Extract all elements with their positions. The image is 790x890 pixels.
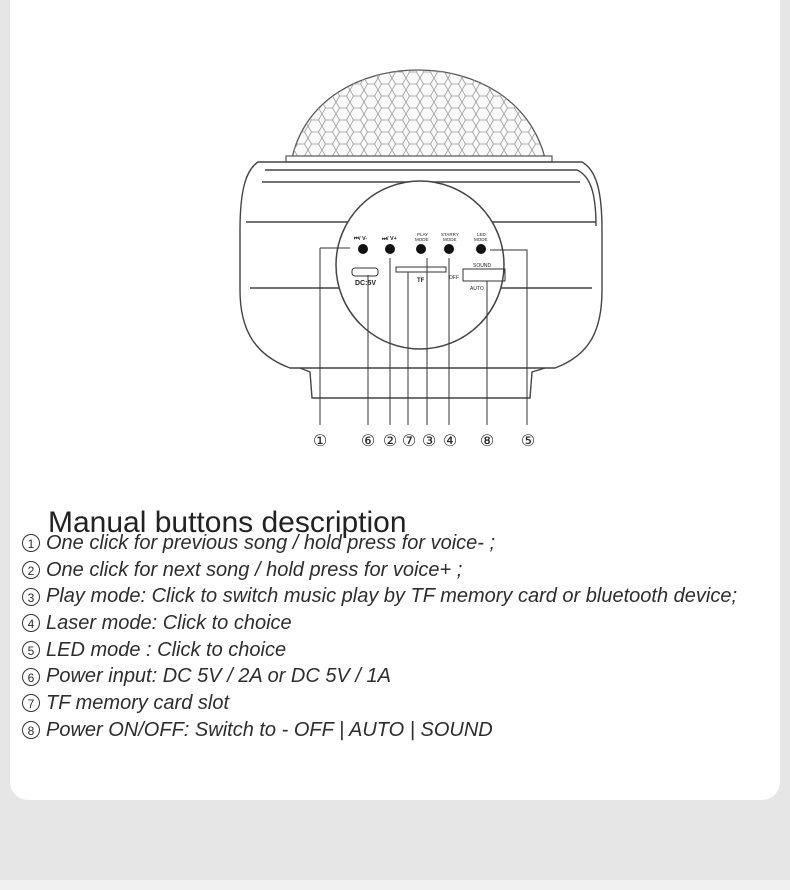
control-panel bbox=[336, 181, 505, 349]
next-label: ⏭/ V+ bbox=[382, 236, 397, 242]
item-number: 7 bbox=[22, 694, 40, 712]
led-mode-button bbox=[476, 244, 486, 254]
callout-4: ④ bbox=[442, 431, 458, 450]
item-text: LED mode : Click to choice bbox=[46, 638, 287, 661]
dc-label: DC:5V bbox=[355, 280, 377, 287]
led-label-1: LED bbox=[477, 232, 486, 237]
callout-3: ③ bbox=[421, 431, 437, 450]
list-item bbox=[22, 557, 737, 584]
play-mode-button bbox=[416, 244, 426, 254]
list-item bbox=[22, 637, 737, 664]
callout-numbers bbox=[313, 431, 535, 450]
tf-label: TF bbox=[417, 278, 425, 284]
item-text: One click for previous song / hold press for voice- ; bbox=[46, 532, 496, 554]
callout-8: ⑧ bbox=[479, 431, 495, 450]
starry-label-2: MODE bbox=[443, 237, 457, 242]
callout-1: ① bbox=[312, 431, 328, 450]
prev-label: ⏮/ V- bbox=[354, 236, 368, 242]
list-item bbox=[22, 610, 737, 637]
item-number: 8 bbox=[22, 721, 40, 739]
led-label-2: MODE bbox=[474, 237, 488, 242]
item-number: 4 bbox=[22, 614, 40, 632]
starry-label-1: STARRY bbox=[441, 232, 459, 237]
starry-mode-button bbox=[444, 244, 454, 254]
item-text: TF memory card slot bbox=[46, 692, 229, 715]
item-number: 3 bbox=[22, 588, 40, 606]
play-label-1: PLAY bbox=[417, 232, 429, 237]
bottom-strip bbox=[0, 880, 790, 890]
item-number: 1 bbox=[22, 534, 40, 552]
item-text: Play mode: Click to switch music play by TF memory card or bluetooth device; bbox=[46, 585, 737, 608]
dome-lens bbox=[286, 70, 552, 162]
auto-label: AUTO bbox=[470, 286, 484, 292]
list-item bbox=[22, 583, 737, 610]
sound-label: SOUND bbox=[473, 263, 492, 269]
list-item bbox=[22, 690, 737, 717]
callout-5: ⑤ bbox=[520, 431, 536, 450]
item-text: Power input: DC 5V / 2A or DC 5V / 1A bbox=[46, 665, 391, 688]
item-text: Laser mode: Click to choice bbox=[46, 612, 292, 635]
item-text: One click for next song / hold press for voice+ ; bbox=[46, 558, 463, 581]
list-item bbox=[22, 530, 737, 557]
item-text: Power ON/OFF: Switch to - OFF | AUTO | SOUND bbox=[46, 718, 493, 741]
callout-6: ⑥ bbox=[360, 431, 376, 450]
callout-7: ⑦ bbox=[401, 431, 417, 450]
button-description-list bbox=[22, 530, 737, 744]
next-button bbox=[385, 244, 395, 254]
page-title: Manual buttons description bbox=[48, 506, 407, 540]
item-number: 2 bbox=[22, 561, 40, 579]
play-label-2: MODE bbox=[415, 237, 429, 242]
item-number: 5 bbox=[22, 641, 40, 659]
off-label: OFF bbox=[449, 275, 459, 281]
list-item bbox=[22, 663, 737, 690]
item-number: 6 bbox=[22, 668, 40, 686]
callout-2: ② bbox=[382, 431, 398, 450]
prev-button bbox=[358, 244, 368, 254]
list-item bbox=[22, 717, 737, 744]
